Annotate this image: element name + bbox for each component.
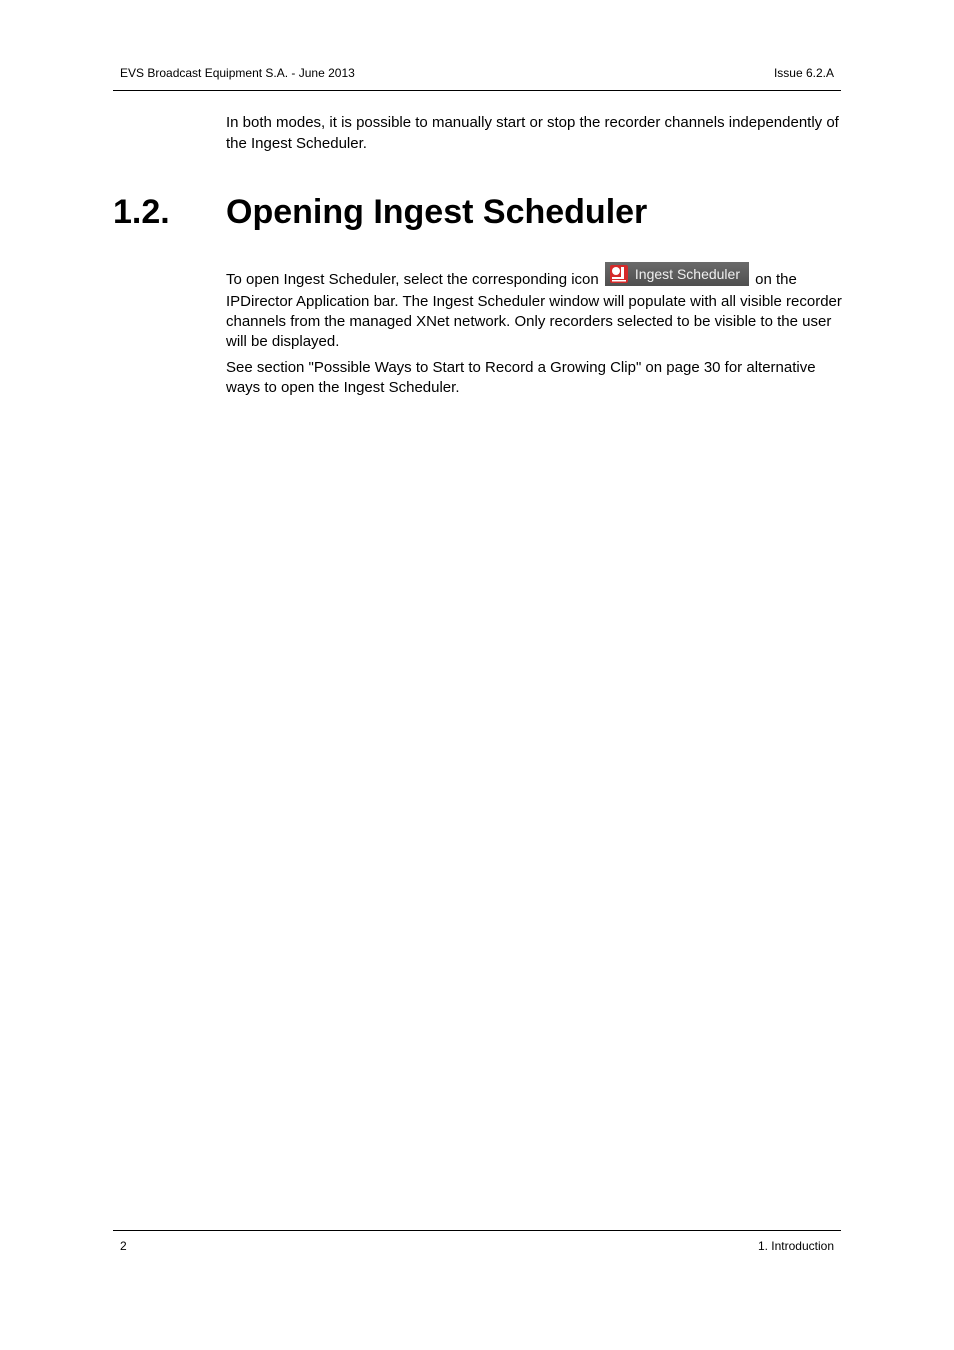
page-header [113,64,841,91]
section-title: Opening Ingest Scheduler [226,193,648,231]
opening-paragraph [226,268,842,352]
page-footer [113,1230,841,1257]
header-issue: Issue 6.2.A [773,66,834,80]
page-number: 2 [120,1239,127,1253]
section-number: 1.2. [113,193,170,231]
opening-text-before: To open Ingest Scheduler, select the corresponding icon [226,270,603,288]
footer-chapter: 1. Introduction [757,1239,834,1253]
ingest-scheduler-button [605,262,749,286]
header-publisher-date: EVS Broadcast Equipment S.A. - June 2013 [120,66,355,80]
ingest-scheduler-icon [610,265,628,283]
ingest-scheduler-label: Ingest Scheduler [634,266,740,282]
see-section-paragraph: See section "Possible Ways to Start to Record a Growing Clip" on page 30 for alternative ways to open the Ingest Scheduler. [226,359,816,396]
opening-text-after: on the IPDirector Application bar. The Ingest Scheduler window will populate with all visible recorder channels from the managed XNet network. Only recorders selected to be visible to the user will be displayed. [226,270,842,350]
section-heading [113,189,841,235]
intro-paragraph: In both modes, it is possible to manually start or stop the recorder channels independently of the Ingest Scheduler. [226,114,839,152]
